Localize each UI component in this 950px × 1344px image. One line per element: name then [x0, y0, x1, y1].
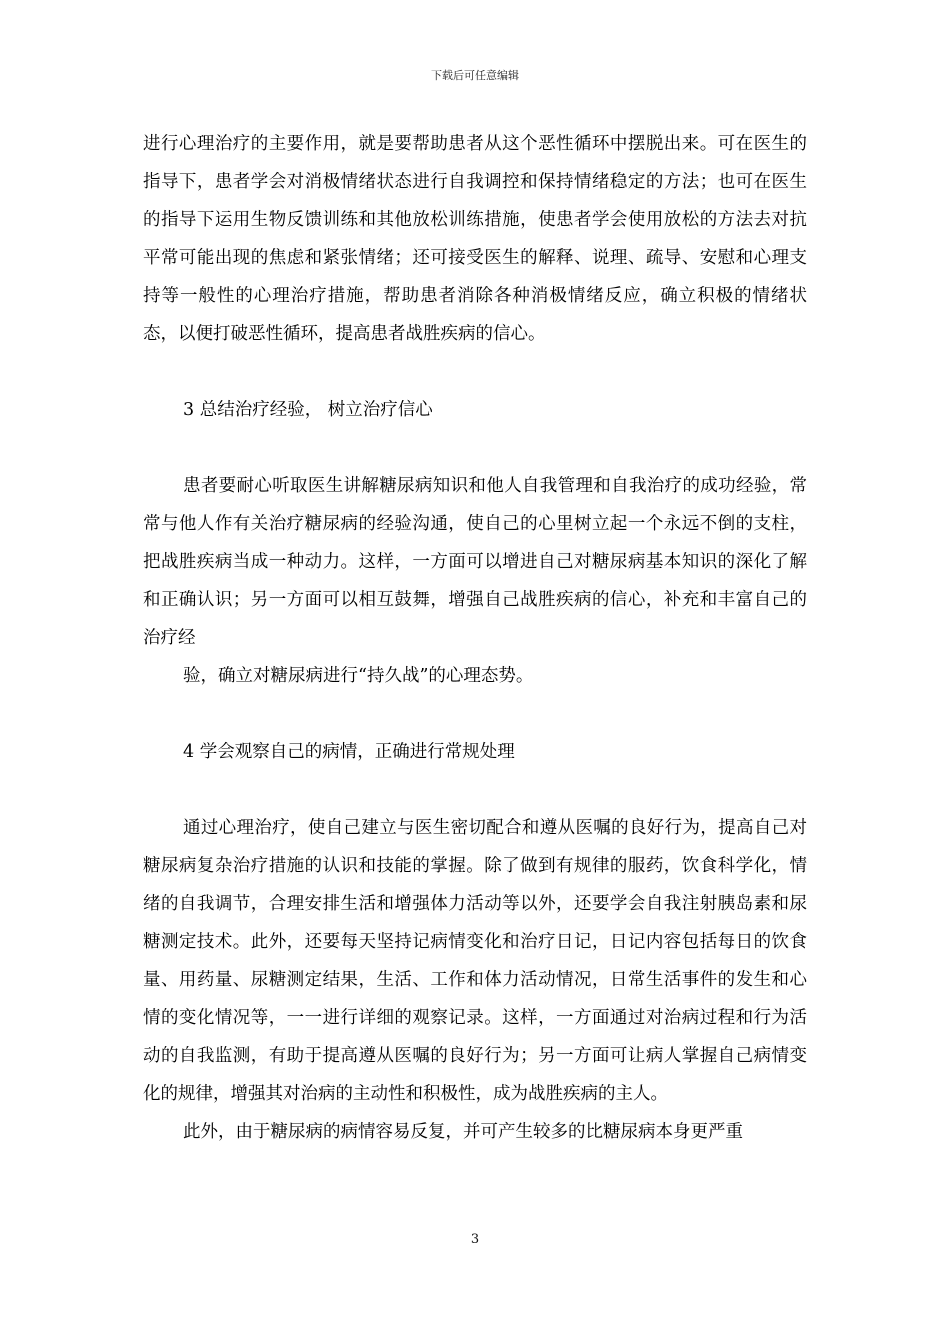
- section-heading-3: 3 总结治疗经验， 树立治疗信心: [183, 400, 433, 420]
- paragraph-experience: 患者要耐心听取医生讲解糖尿病知识和他人自我管理和自我治疗的成功经验，常常与他人作有关治疗糖尿病的经验沟通，使自己的心里树立起一个永远不倒的支柱，把战胜疾病当成一种动力。这样，一方面可以增进自己对糖尿病基本知识的深化了解和正确认识；另一方面可以相互鼓舞，增强自己战胜疾病的信心，补充和丰富自己的治疗经: [143, 476, 807, 648]
- paragraph-experience-continued: 验，确立对糖尿病进行“持久战”的心理态势。: [183, 666, 534, 686]
- paragraph-additionally: 此外，由于糖尿病的病情容易反复，并可产生较多的比糖尿病本身更严重: [183, 1122, 743, 1142]
- paragraph-self-observation: 通过心理治疗，使自己建立与医生密切配合和遵从医嘱的良好行为，提高自己对糖尿病复杂治疗措施的认识和技能的掌握。除了做到有规律的服药，饮食科学化，情绪的自我调节，合理安排生活和增强体力活动等以外，还要学会自我注射胰岛素和尿糖测定技术。此外，还要每天坚持记病情变化和治疗日记，日记内容包括每日的饮食量、用药量、尿糖测定结果，生活、工作和体力活动情况，日常生活事件的发生和心情的变化情况等，一一进行详细的观察记录。这样，一方面通过对治病过程和行为活动的自我监测，有助于提高遵从医嘱的良好行为；另一方面可让病人掌握自己病情变化的规律，增强其对治病的主动性和积极性，成为战胜疾病的主人。: [143, 818, 807, 1104]
- page-header: 下载后可任意编辑: [431, 69, 519, 82]
- paragraph-psychotherapy-role: 进行心理治疗的主要作用，就是要帮助患者从这个恶性循环中摆脱出来。可在医生的指导下，患者学会对消极情绪状态进行自我调控和保持情绪稳定的方法；也可在医生的指导下运用生物反馈训练和其他放松训练措施，使患者学会使用放松的方法去对抗平常可能出现的焦虑和紧张情绪；还可接受医生的解释、说理、疏导、安慰和心理支持等一般性的心理治疗措施，帮助患者消除各种消极情绪反应，确立积极的情绪状态，以便打破恶性循环，提高患者战胜疾病的信心。: [143, 134, 807, 344]
- page-number: 3: [470, 1232, 480, 1247]
- section-heading-4: 4 学会观察自己的病情，正确进行常规处理: [183, 742, 515, 762]
- document-body: [143, 125, 807, 1151]
